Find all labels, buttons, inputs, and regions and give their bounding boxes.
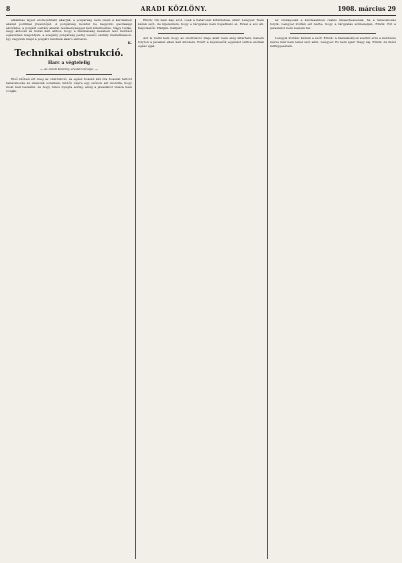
column-text: az országosak a kérdésekben csakis ülésezhessenek, ha a tanácskozás folyik. Lengyel Zoltán ezt kérte, hogy a tárgyalás szüneteljen. Elnök: Ezt a javaslatot nem teszem fel. [270,19,396,30]
column-divider [267,19,268,559]
section-separator [290,33,376,34]
article-byline: — Az Aradi Közlöny eredeti tárcája. — [39,67,99,72]
header-rule [6,15,396,16]
column-text: Elnök: Ön nem kap szót, csak a határozat kihirdetése után! Lengyel: Nem kérek szót, de kijelentem, hogy e tárgyalás nem fogadható el. Ezzel a szó áll. Képviselők: Halljuk, halljuk! [138,19,264,30]
page-header [6,4,396,14]
column-divider [135,19,136,559]
column-3 [270,19,396,559]
article-headline: Technikai obstrukció. [14,49,124,60]
column-text: alkalmas ügyet előmozdítani akarják, a polgárság nem viseli a kérdésben akarat politikai jövendőjét. A polgárság mozdul be nagyobb gazdasági akciókba, a polgári osztály akarat tevékenységgel kell kitermelnie. Nagy tudás, nagy áldozat és tudás kell ahhoz, hogy a munkásság kezében levő kérdést egészében megoldjuk, a szegény polgárság pedig vezető osztály maradhasson. Így vagyunk majd a polgári rendnek akaró emberei. [6,19,132,41]
newspaper-title: ARADI KÖZLÖNY. [140,5,208,13]
column-text: Lengyel Zoltán: Kérem a szót! Elnök: A házszabályok szerint erre a kérdésre nézve már nem lehet szót adni. Lengyel: Ez nem igaz! Nagy zaj. Elnök: Az ülést felfüggesztem. [270,36,396,48]
section-separator [158,33,244,34]
column-1 [6,19,132,559]
page-number: 8 [6,5,11,13]
column-text: Első időben ért meg az obstrukció, és egész hosszú két óra hosszat tartott tanácskozás az ellenzék soraiban, midőn végre egy szónok azt mondta, hogy most kell beszélni, és hogy nincs nyugta addig, amíg a javaslatot vissza nem vonják. [6,77,132,93]
section-separator [26,74,112,75]
article-subtitle: Harc a végtelelig [48,61,90,67]
column-2 [138,19,264,559]
column-text: Azt is tudni kell, hogy az obstrukció ideje alatt nem elég kitartani, hanem folyton a javaslat ellen kell küzdeni. Ezért a képviselők egymást váltva szóltak egész éjjel. [138,36,264,48]
article-signature: K. [127,40,132,45]
issue-date: 1908. március 29 [337,5,396,13]
